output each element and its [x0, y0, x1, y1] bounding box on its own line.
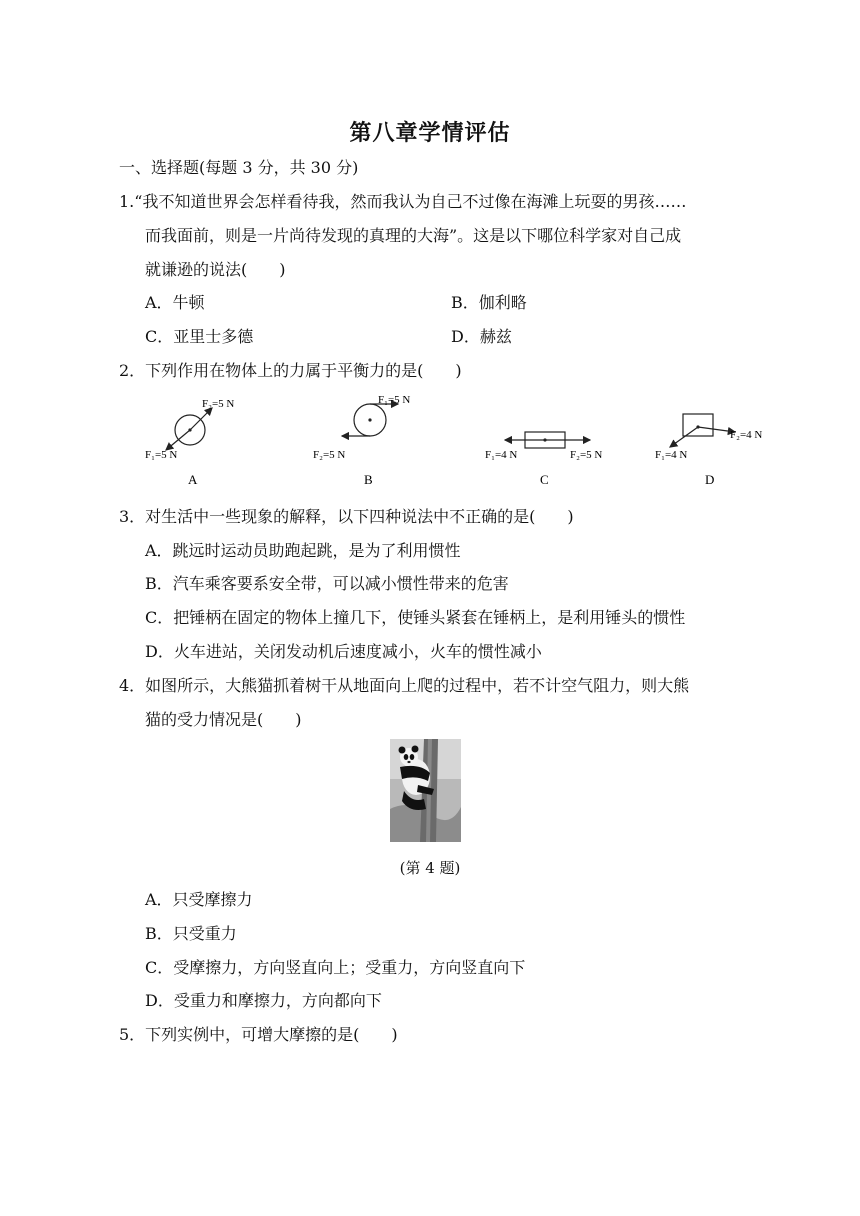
q4-option-b: B．只受重力: [145, 924, 237, 943]
q2-fig-a-f1-label: F₁=5 N: [145, 449, 178, 461]
q2-fig-c-f2-label: F₂=5 N: [570, 449, 603, 461]
page-title: 第八章学情评估: [349, 121, 511, 146]
q2-fig-d-f2-label: F₂=4 N: [730, 429, 763, 441]
q1-option-b: B．伽利略: [451, 293, 527, 312]
q3-option-d: D．火车进站，关闭发动机后速度减小，火车的惯性减小: [145, 642, 542, 661]
q3-stem: 3．对生活中一些现象的解释，以下四种说法中不正确的是( ): [119, 507, 574, 526]
q2-fig-b-caption: B: [364, 472, 373, 487]
q5-stem: 5．下列实例中，可增大摩擦的是( ): [119, 1025, 398, 1044]
q3-option-a: A．跳远时运动员助跑起跳，是为了利用惯性: [145, 541, 461, 560]
q2-figure-a: [145, 398, 234, 487]
q2-fig-a-f2-label: F₂=5 N: [202, 398, 235, 410]
q4-option-a: A．只受摩擦力: [145, 890, 253, 909]
q1-option-a: A．牛顿: [145, 293, 205, 312]
q2-fig-c-caption: C: [540, 472, 549, 487]
q2-figure-d: [655, 414, 762, 487]
q4-option-d: D．受重力和摩擦力，方向都向下: [145, 991, 382, 1010]
q2-fig-b-f2-label: F₂=5 N: [313, 449, 346, 461]
q1-option-d: D．赫兹: [451, 327, 512, 346]
q2-fig-b-f1-label: F₁=5 N: [378, 394, 411, 406]
section-heading: 一、选择题(每题 3 分，共 30 分): [119, 158, 359, 177]
q4-option-c: C．受摩擦力，方向竖直向上；受重力，方向竖直向下: [145, 958, 526, 977]
q1-stem-line2: 而我面前，则是一片尚待发现的真理的大海”。这是以下哪位科学家对自己成: [145, 226, 682, 245]
q2-fig-d-arrow-f1: [670, 427, 698, 447]
q2-figure-c: [485, 432, 602, 487]
q2-fig-c-f1-label: F₁=4 N: [485, 449, 518, 461]
q2-fig-a-caption: A: [188, 472, 198, 487]
q1-stem-line1: 1.“我不知道世界会怎样看待我，然而我认为自己不过像在海滩上玩耍的男孩……: [119, 192, 687, 211]
q2-stem: 2．下列作用在物体上的力属于平衡力的是( ): [119, 361, 462, 380]
q3-option-c: C．把锤柄在固定的物体上撞几下，使锤头紧套在锤柄上，是利用锤头的惯性: [145, 608, 686, 627]
q2-fig-a-arrow-f1: [166, 430, 190, 450]
panda-on-tree-photo: [390, 739, 461, 842]
q3-option-b: B．汽车乘客要系安全带，可以减小惯性带来的危害: [145, 574, 509, 593]
q4-stem-line2: 猫的受力情况是( ): [145, 710, 302, 729]
q2-force-diagrams: [0, 392, 860, 492]
q1-option-c: C．亚里士多德: [145, 327, 254, 346]
q2-fig-d-caption: D: [705, 472, 715, 487]
q4-stem-line1: 4．如图所示，大熊猫抓着树干从地面向上爬的过程中，若不计空气阻力，则大熊: [119, 676, 690, 695]
q2-fig-a-arrow-f2: [190, 408, 212, 430]
q1-stem-line3: 就谦逊的说法( ): [145, 260, 286, 279]
q2-figure-b: [313, 394, 410, 487]
q2-fig-d-box: [683, 414, 713, 436]
figure-4-caption: (第 4 题): [399, 859, 461, 877]
q2-fig-d-f1-label: F₁=4 N: [655, 449, 688, 461]
